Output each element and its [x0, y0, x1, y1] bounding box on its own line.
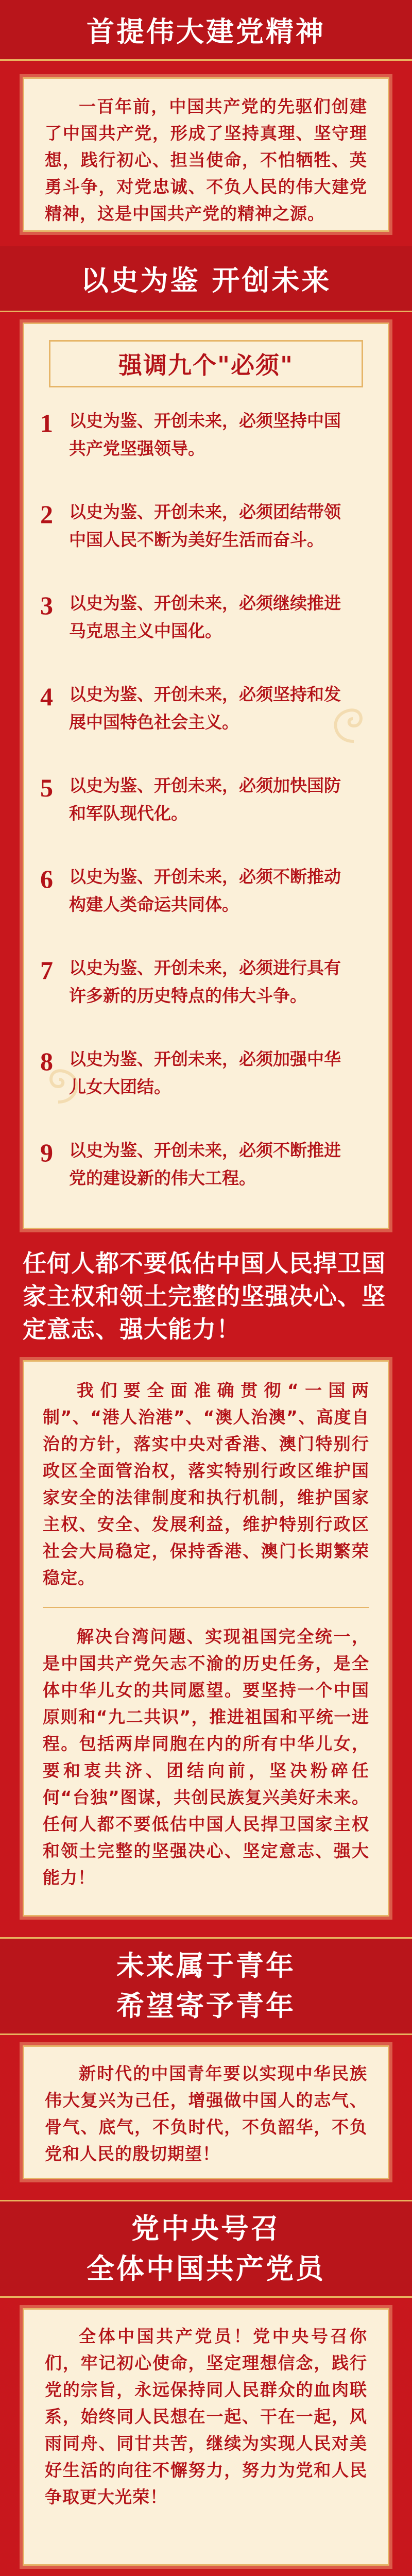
list-item-text: 以史为鉴、开创未来，必须进行具有许多新的历史特点的伟大斗争。	[69, 958, 341, 1006]
list-item	[23, 863, 389, 954]
nine-musts-subheading	[49, 340, 363, 387]
list-item-number: 2	[40, 500, 53, 529]
list-item-number: 5	[40, 773, 53, 802]
list-item-text: 以史为鉴、开创未来，必须加强中华儿女大团结。	[69, 1049, 341, 1097]
list-item	[23, 772, 389, 863]
list-item-number: 1	[40, 409, 53, 437]
list-item-text: 以史为鉴、开创未来，必须坚持和发展中国特色社会主义。	[69, 684, 341, 732]
youth-card	[23, 2045, 389, 2179]
list-item-number: 3	[40, 591, 53, 620]
party-members-card	[23, 2308, 389, 2566]
list-item-number: 4	[40, 682, 53, 711]
list-item-number: 7	[40, 956, 53, 985]
list-item-text: 以史为鉴、开创未来，必须不断推进党的建设新的伟大工程。	[69, 1140, 341, 1188]
hk-macao-paragraph: 我们要全面准确贯彻“一国两制”、“港人治港”、“澳人治澳”、高度自治的方针，落实中央对香港、澳门特别行政区全面管治权，落实特别行政区维护国家安全的法律制度和执行机制，维护国家主权、安全、发展利益，维护特别行政区社会大局稳定，保持香港、澳门长期繁荣稳定。	[43, 1380, 369, 1588]
section-heading-party-members	[0, 2200, 412, 2298]
hk-macao-taiwan-card	[23, 1360, 389, 1917]
nine-musts-list	[23, 407, 389, 1228]
subheading-text: 强调九个"必须"	[118, 351, 294, 379]
section-heading-text: 首提伟大建党精神	[87, 15, 325, 48]
list-item	[23, 589, 389, 681]
list-item-text: 以史为鉴、开创未来，必须继续推进马克思主义中国化。	[69, 593, 341, 641]
sovereignty-banner: 任何人都不要低估中国人民捍卫国家主权和领土完整的坚强决心、坚定意志、强大能力！	[23, 1249, 386, 1343]
founding-spirit-text: 一百年前，中国共产党的先驱们创建了中国共产党，形成了坚持真理、坚守理想，践行初心、担当使命，不怕牺牲、英勇斗争，对党忠诚、不负人民的伟大建党精神，这是中国共产党的精神之源。	[45, 96, 367, 224]
section-heading-founding-spirit	[0, 0, 412, 61]
list-item	[23, 1045, 389, 1137]
section-heading-line1: 未来属于青年	[116, 1950, 296, 1982]
section-heading-line2: 希望寄予青年	[116, 1990, 296, 2022]
taiwan-paragraph: 解决台湾问题、实现祖国完全统一，是中国共产党矢志不渝的历史任务，是全体中华儿女的共同愿望。要坚持一个中国原则和“九二共识”，推进祖国和平统一进程。包括两岸同胞在内的所有中华儿女，要和衷共济、团结向前，坚决粉碎任何“台独”图谋，共创民族复兴美好未来。任何人都不要低估中国人民捍卫国家主权和领土完整的坚强决心、坚定意志、强大能力！	[43, 1626, 369, 1888]
section-heading-history-mirror	[0, 246, 412, 312]
section-heading-line1: 党中央号召	[131, 2212, 281, 2245]
section-heading-line2: 全体中国共产党员	[87, 2252, 325, 2285]
list-item-number: 9	[40, 1138, 53, 1167]
founding-spirit-card	[23, 77, 389, 232]
list-item	[23, 407, 389, 498]
list-item	[23, 1137, 389, 1228]
list-item	[23, 681, 389, 772]
list-item-number: 6	[40, 865, 53, 893]
list-item-text: 以史为鉴、开创未来，必须坚持中国共产党坚强领导。	[69, 411, 341, 459]
paragraph-divider	[43, 1607, 369, 1608]
list-item-text: 以史为鉴、开创未来，必须不断推动构建人类命运共同体。	[69, 867, 341, 914]
list-item-number: 8	[40, 1047, 53, 1076]
party-members-text: 全体中国共产党员！党中央号召你们，牢记初心使命，坚定理想信念，践行党的宗旨，永远保持同人民群众的血肉联系，始终同人民想在一起、干在一起，风雨同舟、同甘共苦，继续为实现人民对美好生活的向往不懈努力，努力为党和人民争取更大光荣！	[45, 2326, 367, 2507]
list-item	[23, 954, 389, 1045]
list-item	[23, 498, 389, 589]
list-item-text: 以史为鉴、开创未来，必须团结带领中国人民不断为美好生活而奋斗。	[69, 502, 341, 550]
list-item-text: 以史为鉴、开创未来，必须加快国防和军队现代化。	[69, 775, 341, 823]
section-heading-youth	[0, 1937, 412, 2035]
youth-text: 新时代的中国青年要以实现中华民族伟大复兴为己任，增强做中国人的志气、骨气、底气，不负时代，不负韶华，不负党和人民的殷切期望！	[45, 2063, 367, 2164]
section-heading-text: 以史为鉴 开创未来	[80, 264, 332, 297]
